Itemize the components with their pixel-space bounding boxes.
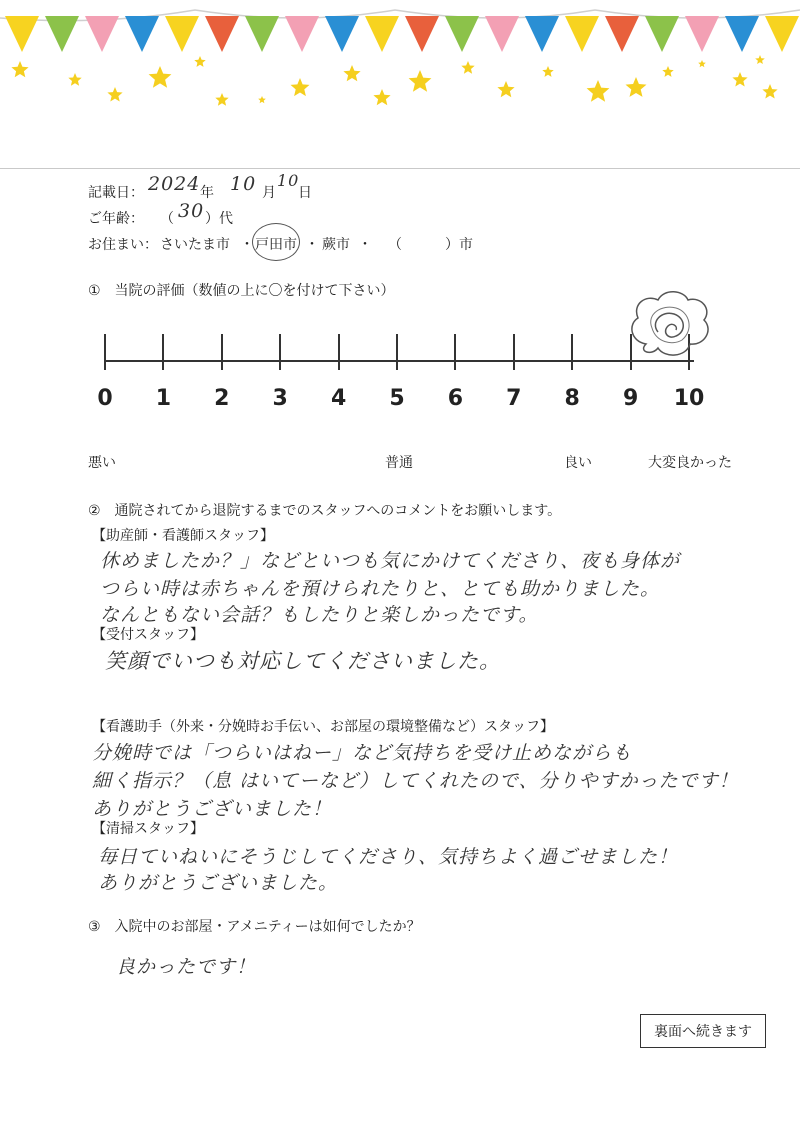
scale-label-normal: 普通 (385, 455, 413, 471)
continue-notice-box (640, 1014, 766, 1048)
q2-title: ② 通院されてから退院するまでのスタッフへのコメントをお願いします。 (88, 503, 562, 519)
scale-tick-5 (396, 334, 398, 370)
decorative-star-icon (732, 72, 747, 87)
continue-notice-text: 裏面へ続きます (654, 1024, 752, 1040)
decorative-star-icon (373, 89, 390, 105)
reception-comment: 笑顔でいつも対応してくださいました。 (105, 649, 501, 673)
decorative-star-icon (291, 78, 310, 96)
bunting-flag (405, 16, 439, 52)
scale-number-8: 8 (564, 386, 580, 411)
decorative-star-icon (497, 81, 514, 97)
decorative-star-icon (587, 80, 610, 102)
age-label: ご年齢： (88, 211, 144, 227)
decorative-star-icon (107, 87, 122, 102)
scale-number-5: 5 (389, 386, 405, 411)
scale-tick-1 (162, 334, 164, 370)
bunting-flag (525, 16, 559, 52)
bunting-flag (565, 16, 599, 52)
cleaning-comment-line-1: 毎日ていねいにそうじしてくださり、気持ちよく過ごせました！ (98, 846, 679, 868)
decorative-star-icon (68, 73, 81, 86)
bunting-flag (765, 16, 799, 52)
scale-number-4: 4 (330, 386, 347, 411)
decorative-star-icon (542, 66, 553, 77)
bunting-flag (165, 16, 199, 52)
midwife-label: 【助産師・看護師スタッフ】 (92, 528, 274, 544)
bunting-flag (645, 16, 679, 52)
scale-number-10: 10 (673, 386, 705, 411)
year-suffix: 年 (200, 185, 214, 201)
cleaning-comment-line-2: ありがとうございました。 (98, 872, 339, 894)
decorative-star-icon (662, 66, 673, 77)
scale-tick-8 (571, 334, 573, 370)
assistant-comment-line-3: ありがとうございました！ (92, 798, 333, 820)
address-dot-1: ・ (240, 237, 254, 253)
selected-address-circle (252, 223, 300, 261)
date-month: 10 (230, 173, 257, 195)
decorative-star-icon (343, 65, 360, 81)
scale-tick-2 (221, 334, 223, 370)
scale-number-9: 9 (622, 386, 639, 411)
decorative-star-icon (461, 61, 474, 74)
assistant-label: 【看護助手（外来・分娩時お手伝い、お部屋の環境整備など）スタッフ】 (92, 719, 554, 735)
age-value: 30 (178, 200, 205, 222)
scale-label-bad: 悪い (88, 455, 116, 471)
address-saitama: さいたま市 (160, 237, 230, 253)
bunting-flag (285, 16, 319, 52)
bunting-flag (445, 16, 479, 52)
scale-tick-0 (104, 334, 106, 370)
decorative-star-icon (11, 61, 28, 77)
scale-number-7: 7 (506, 386, 522, 411)
scale-label-very-good: 大変良かった (648, 455, 732, 471)
decorative-star-icon (762, 84, 777, 99)
date-label: 記載日： (88, 185, 144, 201)
bunting-flag (85, 16, 119, 52)
scale-tick-3 (279, 334, 281, 370)
scale-tick-6 (454, 334, 456, 370)
bunting-flag (685, 16, 719, 52)
bunting-flag (205, 16, 239, 52)
midwife-comment-line-1: 休めましたか？」などといつも気にかけてくださり、夜も身体が (100, 550, 681, 572)
bunting-flag (365, 16, 399, 52)
address-label: お住まい： (88, 237, 158, 253)
decorative-star-icon (215, 93, 228, 106)
age-close: ）代 (205, 211, 233, 227)
decorative-star-icon (698, 60, 706, 67)
decorative-star-icon (258, 96, 266, 103)
address-dot-3: ・ (358, 237, 372, 253)
address-warabi: 蕨市 (322, 237, 350, 253)
decorative-star-icon (626, 77, 647, 97)
bunting-flag (325, 16, 359, 52)
decorative-star-icon (194, 56, 205, 67)
midwife-comment-line-2: つらい時は赤ちゃんを預けられたりと、とても助かりました。 (100, 578, 661, 600)
date-day: 10 (277, 171, 300, 190)
q1-title: ① 当院の評価（数値の上に〇を付けて下さい） (88, 283, 395, 299)
month-suffix: 月 (262, 185, 276, 201)
cleaning-label: 【清掃スタッフ】 (92, 821, 204, 837)
reception-label: 【受付スタッフ】 (92, 627, 204, 643)
selected-rating-circle (624, 286, 714, 366)
day-suffix: 日 (298, 185, 312, 201)
scale-label-good: 良い (564, 455, 592, 471)
bunting-flag (5, 16, 39, 52)
scale-number-1: 1 (155, 386, 172, 411)
q3-answer: 良かったです！ (116, 956, 257, 978)
bunting-flag (605, 16, 639, 52)
address-other-close: ）市 (445, 237, 473, 253)
scale-number-6: 6 (447, 386, 464, 411)
age-open: （ (160, 211, 174, 227)
address-other-open: （ (388, 237, 402, 253)
rating-scale-line (104, 360, 694, 362)
bunting-flag (125, 16, 159, 52)
bunting-flag (245, 16, 279, 52)
address-toda: 戸田市 (255, 237, 297, 253)
header-divider (0, 168, 800, 169)
midwife-comment-line-3: なんともない会話？もしたりと楽しかったです。 (100, 604, 539, 626)
scale-tick-7 (513, 334, 515, 370)
scale-number-2: 2 (214, 386, 230, 411)
decorative-star-icon (409, 70, 432, 92)
assistant-comment-line-2: 細く指示？（息 はいてーなど）してくれたので、分りやすかったです！ (92, 770, 739, 792)
scale-number-3: 3 (272, 386, 288, 411)
date-year: 2024 (148, 173, 201, 195)
bunting-flag (725, 16, 759, 52)
address-dot-2: ・ (305, 237, 319, 253)
assistant-comment-line-1: 分娩時では「つらいはねー」など気持ちを受け止めながらも (92, 742, 633, 764)
decorative-star-icon (149, 66, 172, 88)
scale-number-0: 0 (97, 386, 113, 411)
scale-tick-4 (338, 334, 340, 370)
bunting-flag (485, 16, 519, 52)
bunting-banner (0, 0, 800, 175)
bunting-flag (45, 16, 79, 52)
decorative-star-icon (755, 55, 765, 64)
q3-title: ③ 入院中のお部屋・アメニティーは如何でしたか？ (88, 919, 421, 935)
